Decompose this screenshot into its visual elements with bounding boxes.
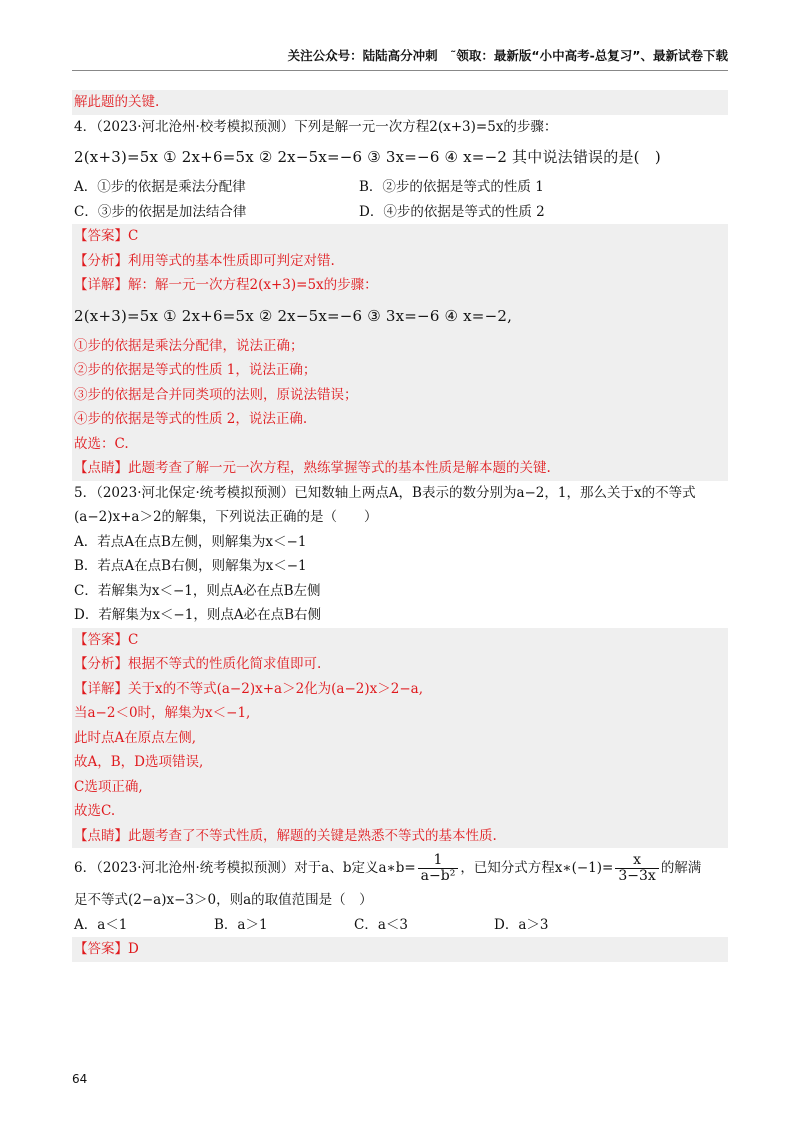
page-header: 关注公众号：陆陆高分冲刺 ˜领取：最新版“小中高考-总复习”、最新试卷下载 <box>287 48 728 63</box>
answer-option: D．④步的依据是等式的性质 2 <box>359 203 545 220</box>
question-line: A．若点A在点B左侧，则解集为x＜−1 <box>74 533 307 550</box>
solution-line: C选项正确, <box>72 775 728 800</box>
solution-line: 【分析】根据不等式的性质化简求值即可. <box>72 652 728 677</box>
answer-options-row <box>72 175 728 200</box>
page-number: 64 <box>72 1072 88 1086</box>
question-text: ，已知分式方程x∗(−1)= <box>460 860 614 876</box>
solution-line: ①步的依据是乘法分配律，说法正确； <box>72 334 728 359</box>
answer-option: B．a＞1 <box>214 916 268 933</box>
answer-option: A．a＜1 <box>74 916 128 933</box>
question-line: 足不等式(2−a)x−3＞0，则a的取值范围是（ ） <box>74 892 373 908</box>
answer-option: D．a＞3 <box>494 916 549 933</box>
answer-options-row <box>72 200 728 225</box>
solution-line: 2(x+3)=5x ① 2x+6=5x ② 2x−5x=−6 ③ 3x=−6 ④ x=−2, <box>72 298 728 334</box>
solution-line: 【答案】C <box>72 224 728 249</box>
question-line: 5．（2023·河北保定·统考模拟预测）已知数轴上两点A，B表示的数分别为a−2，1，那么关于x的不等式 <box>74 484 696 501</box>
solution-line: ②步的依据是等式的性质 1，说法正确； <box>72 358 728 383</box>
answer-option: C．③步的依据是加法结合律 <box>74 203 247 220</box>
question-line: 2(x+3)=5x ① 2x+6=5x ② 2x−5x=−6 ③ 3x=−6 ④ x=−2 其中说法错误的是( ) <box>74 148 661 166</box>
solution-line: 【点睛】此题考查了不等式性质，解题的关键是熟悉不等式的基本性质. <box>72 824 728 849</box>
document-body <box>72 90 728 962</box>
fraction-denominator: a−b² <box>420 868 456 884</box>
fraction <box>418 853 459 884</box>
question-line: B．若点A在点B右侧，则解集为x＜−1 <box>74 558 307 574</box>
answer-option: A．①步的依据是乘法分配律 <box>74 179 246 195</box>
solution-line: 【点睛】此题考查了解一元一次方程，熟练掌握等式的基本性质是解本题的关键. <box>72 456 728 481</box>
solution-line: ③步的依据是合并同类项的法则，原说法错误； <box>72 383 728 408</box>
solution-line: 【答案】C <box>72 628 728 653</box>
fraction-denominator: 3−3x <box>618 868 656 884</box>
answer-options-row <box>72 913 728 938</box>
question-line: C．若解集为x＜−1，则点A必在点B左侧 <box>74 582 321 599</box>
solution-line: 故选：C. <box>72 432 728 457</box>
question-text: 的解满 <box>660 860 702 876</box>
solution-line: 【答案】D <box>72 937 728 962</box>
question-line: 4．（2023·河北沧州·校考模拟预测）下列是解一元一次方程2(x+3)=5x的步骤： <box>74 118 558 135</box>
answer-option: B．②步的依据是等式的性质 1 <box>359 179 544 195</box>
solution-line: 故A，B，D选项错误, <box>72 750 728 775</box>
fraction-numerator: x <box>615 853 658 869</box>
solution-line: 【详解】关于x的不等式(a−2)x+a＞2化为(a−2)x＞2−a, <box>72 677 728 702</box>
fraction <box>615 853 658 884</box>
header-divider <box>72 70 728 71</box>
solution-line: 当a−2＜0时，解集为x＜−1, <box>72 701 728 726</box>
question-line: D．若解集为x＜−1，则点A必在点B右侧 <box>74 607 322 623</box>
question-line <box>72 848 728 888</box>
solution-line: 解此题的关键. <box>72 90 728 115</box>
answer-option: C．a＜3 <box>354 916 408 933</box>
question-line: (a−2)x+a＞2的解集，下列说法正确的是（ ） <box>74 509 378 525</box>
fraction-numerator: 1 <box>418 853 459 869</box>
solution-line: 此时点A在原点左侧, <box>72 726 728 751</box>
solution-line: 【分析】利用等式的基本性质即可判定对错. <box>72 249 728 274</box>
solution-line: 故选C. <box>72 799 728 824</box>
solution-line: ④步的依据是等式的性质 2，说法正确. <box>72 407 728 432</box>
solution-line: 【详解】解：解一元一次方程2(x+3)=5x的步骤： <box>72 273 728 298</box>
question-text: 6．（2023·河北沧州·统考模拟预测）对于a、b定义a∗b= <box>74 860 416 876</box>
